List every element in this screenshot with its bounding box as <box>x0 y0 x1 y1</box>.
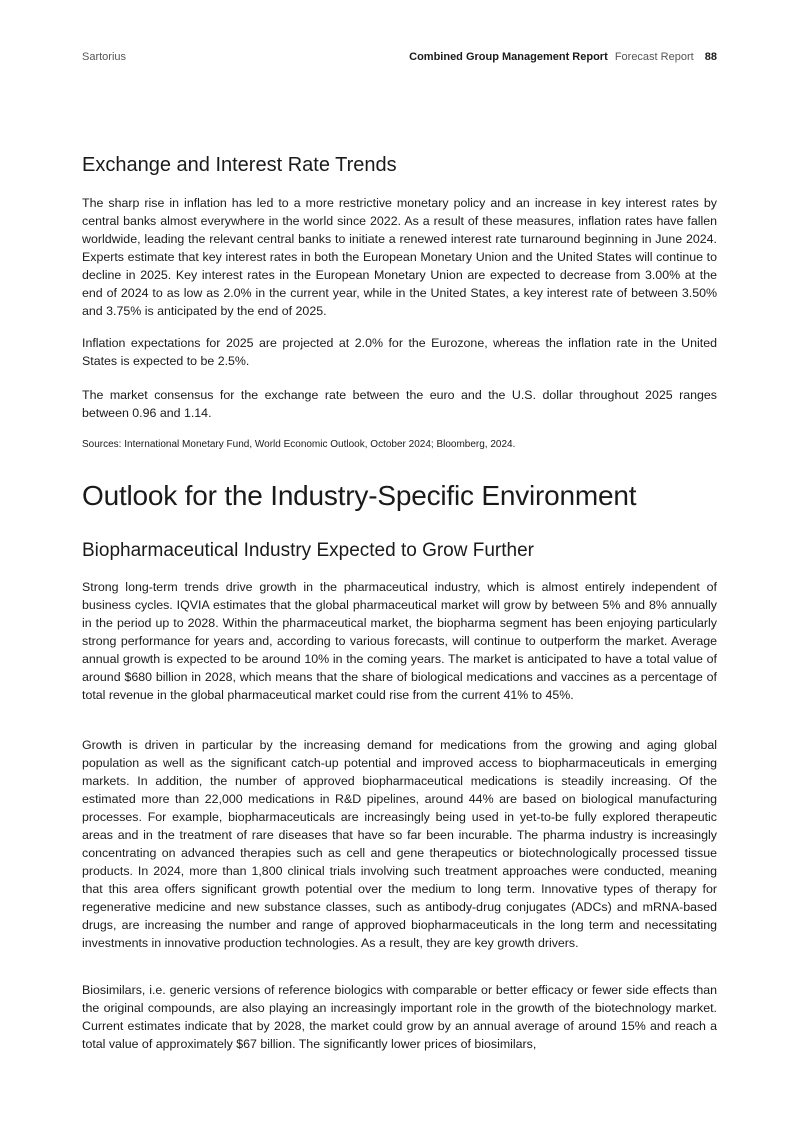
report-section: Combined Group Management Report <box>409 51 608 63</box>
exchange-heading: Exchange and Interest Rate Trends <box>82 154 397 176</box>
biopharma-paragraph-1: Strong long-term trends drive growth in the pharmaceutical industry, which is almost entirely independent of business cycles. IQVIA estimates that the global pharmaceutical market will grow by between 5% and 8% annually in the period up to 2028. Within the pharmaceutical market, the biopharma segment has been enjoying particularly strong performance for years and, according to various forecasts, will continue to outperform the market. Average annual growth is expected to be around 10% in the coming years. The market is anticipated to have a total value of around $680 billion in 2028, which means that the share of biological medications and vaccines as a percentage of total revenue in the global pharmaceutical market could rise from the current 41% to 45%. <box>82 580 717 702</box>
exchange-paragraph-1: The sharp rise in inflation has led to a more restrictive monetary policy and an increase in key interest rates by central banks almost everywhere in the world since 2022. As a result of these measures, inflation rates have fallen worldwide, leading the relevant central banks to initiate a renewed interest rate turnaround beginning in June 2024. Experts estimate that key interest rates in both the European Monetary Union and the United States will continue to decline in 2025. Key interest rates in the European Monetary Union are expected to decrease from 3.00% at the end of 2024 to as low as 2.0% in the current year, while in the United States, a key interest rate of between 3.50% and 3.75% is anticipated by the end of 2025. <box>82 196 717 318</box>
exchange-paragraph-3: The market consensus for the exchange rate between the euro and the U.S. dollar throughout 2025 ranges between 0.96 and 1.14. <box>82 388 717 420</box>
biopharma-paragraph-3: Biosimilars, i.e. generic versions of reference biologics with comparable or better efficacy or fewer side effects than the original compounds, are also playing an increasingly important role in the growth of the biotechnology market. Current estimates indicate that by 2028, the market could grow by an annual average of around 15% and reach a total value of approximately $67 billion. The significantly lower prices of biosimilars, <box>82 983 717 1051</box>
page-header <box>82 50 717 64</box>
exchange-paragraph-2: Inflation expectations for 2025 are projected at 2.0% for the Eurozone, whereas the inflation rate in the United States is expected to be 2.5%. <box>82 336 717 368</box>
sources-note: Sources: International Monetary Fund, World Economic Outlook, October 2024; Bloomberg, 2024. <box>82 439 516 450</box>
biopharma-heading: Biopharmaceutical Industry Expected to Grow Further <box>82 540 534 561</box>
page-number: 88 <box>704 51 717 63</box>
report-subsection: Forecast Report <box>614 51 694 63</box>
outlook-heading: Outlook for the Industry-Specific Environment <box>82 480 637 511</box>
company-name: Sartorius <box>82 51 127 63</box>
header-right <box>409 50 717 64</box>
biopharma-paragraph-2: Growth is driven in particular by the increasing demand for medications from the growing and aging global population as well as the significant catch-up potential and improved access to biopharmaceuticals in emerging markets. In addition, the number of approved biopharmaceutical medications is steadily increasing. Of the estimated more than 22,000 medications in R&D pipelines, around 44% are based on biological manufacturing processes. For example, biopharmaceuticals are increasingly being used in yet-to-be fully explored therapeutic areas and in the treatment of rare diseases that have so far been incurable. The pharma industry is increasingly concentrating on advanced therapies such as cell and gene therapeutics or biotechnologically processed tissue products. In 2024, more than 1,800 clinical trials involving such treatment approaches were conducted, meaning that this area offers significant growth potential over the medium to long term. Innovative types of therapy for regenerative medicine and new substance classes, such as antibody-drug conjugates (ADCs) and mRNA-based drugs, are increasing the number and range of approved biopharmaceuticals in the long term and necessitating investments in innovative production technologies. As a result, they are key growth drivers. <box>82 738 717 950</box>
